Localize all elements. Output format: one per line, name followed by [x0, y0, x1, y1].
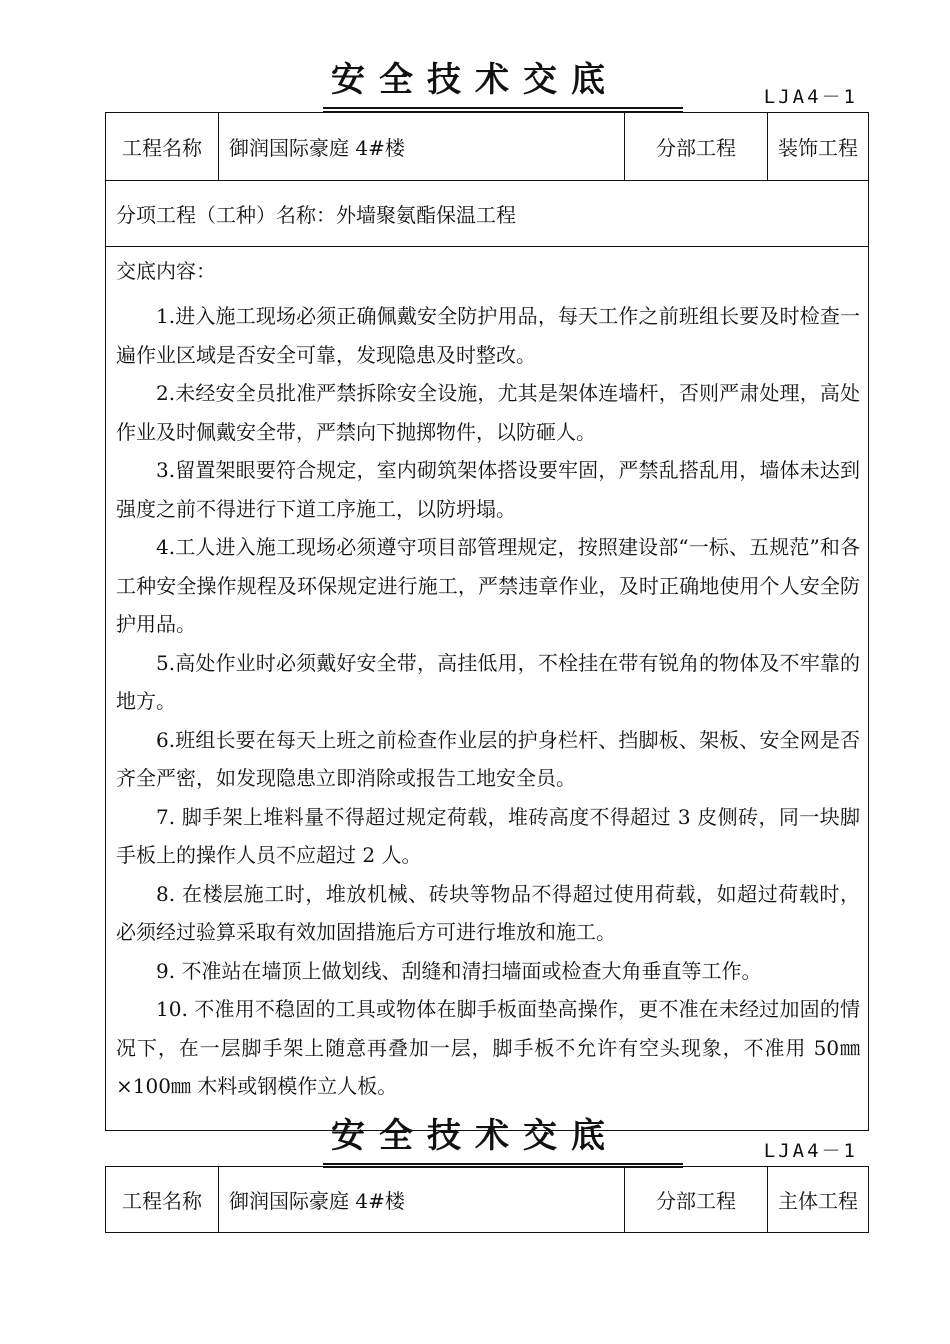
division-label: 分部工程	[625, 113, 768, 180]
form-code: LJA4－1	[763, 86, 858, 108]
document-title-2: 安全技术交底	[331, 1116, 619, 1156]
project-row-2	[106, 1167, 868, 1232]
project-name-value: 御润国际豪庭 4#楼	[219, 113, 625, 180]
project-name-value-2: 御润国际豪庭 4#楼	[219, 1167, 625, 1232]
project-row	[106, 113, 868, 181]
project-name-label-2: 工程名称	[106, 1167, 219, 1232]
division-value: 装饰工程	[778, 136, 858, 160]
briefing-item: 3.留置架眼要符合规定，室内砌筑架体搭设要牢固，严禁乱搭乱用，墙体未达到强度之前不得进行下道工序施工，以防坍塌。	[116, 458, 860, 521]
division-value-2: 主体工程	[778, 1189, 858, 1213]
briefing-item: 10. 不准用不稳固的工具或物体在脚手板面垫高操作，更不准在未经过加固的情况下，在一层脚手架上随意再叠加一层，脚手板不允许有空头现象，不准用 50㎜×100㎜ 木料或钢模作立人板。	[116, 997, 860, 1098]
content-label: 交底内容：	[116, 259, 216, 283]
briefing-item: 2.未经安全员批准严禁拆除安全设施，尤其是架体连墙杆，否则严肃处理，高处作业及时佩戴安全带，严禁向下抛掷物件，以防砸人。	[116, 381, 860, 444]
briefing-item: 8. 在楼层施工时，堆放机械、砖块等物品不得超过使用荷载，如超过荷载时，必须经过验算采取有效加固措施后方可进行堆放和施工。	[116, 881, 860, 944]
briefing-item: 4.工人进入施工现场必须遵守项目部管理规定，按照建设部“一标、五规范”和各工种安全操作规程及环保规定进行施工，严禁违章作业，及时正确地使用个人安全防护用品。	[116, 535, 860, 636]
briefing-item: 1.进入施工现场必须正确佩戴安全防护用品，每天工作之前班组长要及时检查一遍作业区域是否安全可靠，发现隐患及时整改。	[116, 304, 860, 367]
briefing-table-2	[105, 1166, 869, 1233]
briefing-item: 9. 不准站在墙顶上做划线、刮缝和清扫墙面或检查大角垂直等工作。	[156, 958, 762, 983]
subitem-row	[106, 181, 868, 247]
briefing-item: 6.班组长要在每天上班之前检查作业层的护身栏杆、挡脚板、架板、安全网是否齐全严密，如发现隐患立即消除或报告工地安全员。	[116, 727, 860, 790]
document-title: 安全技术交底	[331, 60, 619, 100]
project-name-label: 工程名称	[106, 113, 219, 180]
form-code-2: LJA4－1	[763, 1140, 858, 1162]
briefing-table	[105, 112, 869, 1131]
division-label-2: 分部工程	[625, 1167, 768, 1232]
briefing-item: 7. 脚手架上堆料量不得超过规定荷载，堆砖高度不得超过 3 皮侧砖，同一块脚手板上的操作人员不应超过 2 人。	[116, 804, 860, 867]
subitem-name: 分项工程（工种）名称：外墙聚氨酯保温工程	[116, 203, 516, 227]
briefing-content	[106, 247, 868, 1130]
briefing-item: 5.高处作业时必须戴好安全带，高挂低用，不栓挂在带有锐角的物体及不牢靠的地方。	[116, 650, 860, 713]
